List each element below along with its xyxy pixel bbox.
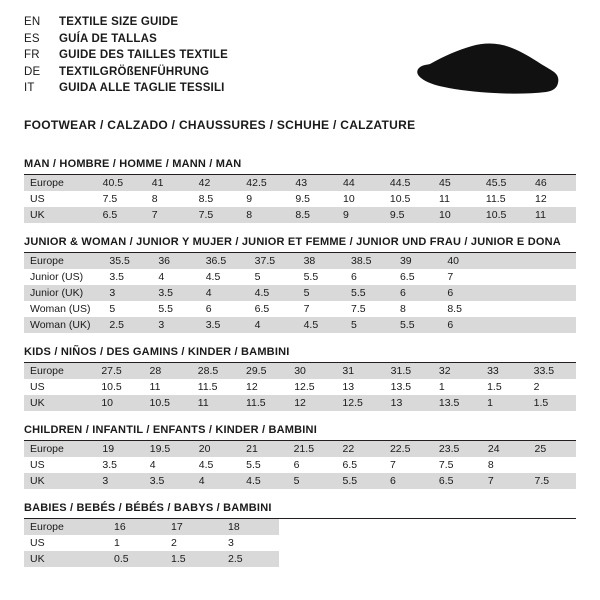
row-label: UK xyxy=(24,551,108,567)
row-label: Junior (UK) xyxy=(24,285,103,301)
cell: 30 xyxy=(288,363,336,379)
size-table xyxy=(24,253,576,333)
cell: 27.5 xyxy=(95,363,143,379)
cell xyxy=(489,253,533,269)
cell: 1.5 xyxy=(165,551,222,567)
table-row xyxy=(24,253,576,269)
row-label: US xyxy=(24,457,96,473)
cell: 45.5 xyxy=(480,175,529,191)
cell: 4 xyxy=(249,317,298,333)
cell: 5 xyxy=(345,317,394,333)
row-label: Europe xyxy=(24,441,96,457)
cell: 10.5 xyxy=(384,191,433,207)
cell: 3 xyxy=(152,317,199,333)
cell: 10.5 xyxy=(144,395,192,411)
row-label: UK xyxy=(24,395,95,411)
cell: 44 xyxy=(337,175,384,191)
cell: 7.5 xyxy=(345,301,394,317)
language-row xyxy=(24,49,228,66)
cell: 0.5 xyxy=(108,551,165,567)
table-row xyxy=(24,457,576,473)
cell: 17 xyxy=(165,519,222,535)
cell: 39 xyxy=(394,253,441,269)
cell: 6.5 xyxy=(97,207,146,223)
cell: 7 xyxy=(441,269,488,285)
cell: 21 xyxy=(240,441,287,457)
cell: 8.5 xyxy=(289,207,337,223)
row-label: US xyxy=(24,191,97,207)
table-row xyxy=(24,317,576,333)
size-table xyxy=(24,363,576,411)
cell: 5.5 xyxy=(298,269,345,285)
language-code: ES xyxy=(24,32,40,45)
table-row xyxy=(24,363,576,379)
cell: 11 xyxy=(192,395,240,411)
cell: 18 xyxy=(222,519,279,535)
cell: 13.5 xyxy=(433,395,481,411)
size-sections xyxy=(24,158,576,567)
table-row xyxy=(24,285,576,301)
cell: 8.5 xyxy=(193,191,241,207)
cell: 10.5 xyxy=(95,379,143,395)
cell: 5.5 xyxy=(394,317,441,333)
cell: 6.5 xyxy=(337,457,384,473)
cell: 11 xyxy=(144,379,192,395)
category-title: FOOTWEAR / CALZADO / CHAUSSURES / SCHUHE / CALZATURE xyxy=(24,118,416,132)
header xyxy=(24,16,576,108)
table-row xyxy=(24,551,279,567)
cell: 5.5 xyxy=(337,473,384,489)
cell: 6 xyxy=(288,457,337,473)
cell: 3 xyxy=(96,473,143,489)
cell: 6 xyxy=(441,317,488,333)
section-babies xyxy=(24,502,576,567)
cell: 6 xyxy=(200,301,249,317)
cell: 4 xyxy=(152,269,199,285)
cell xyxy=(532,253,576,269)
cell: 41 xyxy=(146,175,193,191)
cell: 4 xyxy=(193,473,240,489)
cell: 33.5 xyxy=(528,363,576,379)
cell: 11.5 xyxy=(192,379,240,395)
language-row xyxy=(24,16,228,33)
cell: 3.5 xyxy=(152,285,199,301)
section-title: JUNIOR & WOMAN / JUNIOR Y MUJER / JUNIOR ET FEMME / JUNIOR UND FRAU / JUNIOR E DONA xyxy=(24,236,576,253)
cell: 5.5 xyxy=(240,457,287,473)
language-code: EN xyxy=(24,16,41,28)
cell: 44.5 xyxy=(384,175,433,191)
cell: 7 xyxy=(482,473,529,489)
cell: 10.5 xyxy=(480,207,529,223)
cell: 6 xyxy=(345,269,394,285)
cell xyxy=(532,269,576,285)
cell: 9 xyxy=(240,191,289,207)
cell: 6.5 xyxy=(433,473,482,489)
language-row xyxy=(24,82,228,99)
cell: 11 xyxy=(529,207,576,223)
cell: 4 xyxy=(144,457,193,473)
language-code: FR xyxy=(24,49,40,61)
cell: 10 xyxy=(337,191,384,207)
section-title: BABIES / BEBÉS / BÉBÉS / BABYS / BAMBINI xyxy=(24,502,576,519)
table-row xyxy=(24,191,576,207)
cell: 7 xyxy=(146,207,193,223)
cell: 40.5 xyxy=(97,175,146,191)
cell xyxy=(532,317,576,333)
cell: 33 xyxy=(481,363,528,379)
cell: 6.5 xyxy=(249,301,298,317)
language-title: GUIDA ALLE TAGLIE TESSILI xyxy=(59,82,225,94)
cell: 12.5 xyxy=(336,395,384,411)
cell: 1 xyxy=(108,535,165,551)
cell: 2.5 xyxy=(222,551,279,567)
cell: 42.5 xyxy=(240,175,289,191)
cell xyxy=(532,285,576,301)
language-title: GUÍA DE TALLAS xyxy=(59,32,157,45)
cell xyxy=(489,317,533,333)
section-junior-woman xyxy=(24,236,576,333)
cell: 12 xyxy=(529,191,576,207)
row-label: UK xyxy=(24,207,97,223)
table-row xyxy=(24,441,576,457)
cell: 2 xyxy=(165,535,222,551)
cell: 40 xyxy=(441,253,488,269)
table-row xyxy=(24,395,576,411)
row-label: Europe xyxy=(24,175,97,191)
section-title: KIDS / NIÑOS / DES GAMINS / KINDER / BAMBINI xyxy=(24,346,576,363)
cell: 6 xyxy=(384,473,433,489)
cell: 5 xyxy=(249,269,298,285)
cell: 3.5 xyxy=(96,457,143,473)
cell: 31 xyxy=(336,363,384,379)
cell: 5.5 xyxy=(152,301,199,317)
cell: 13 xyxy=(385,395,433,411)
cell: 12 xyxy=(240,379,288,395)
cell xyxy=(489,269,533,285)
cell: 5 xyxy=(298,285,345,301)
cell: 36.5 xyxy=(200,253,249,269)
language-code: IT xyxy=(24,82,35,94)
cell: 4 xyxy=(200,285,249,301)
cell: 10 xyxy=(95,395,143,411)
cell: 38.5 xyxy=(345,253,394,269)
cell: 8.5 xyxy=(441,301,488,317)
language-title: TEXTILGRÖßENFÜHRUNG xyxy=(59,65,210,78)
cell: 12.5 xyxy=(288,379,336,395)
cell: 22 xyxy=(337,441,384,457)
cell: 8 xyxy=(146,191,193,207)
cell: 31.5 xyxy=(385,363,433,379)
cell: 10 xyxy=(433,207,480,223)
section-title: MAN / HOMBRE / HOMME / MANN / MAN xyxy=(24,158,576,175)
cell: 16 xyxy=(108,519,165,535)
cell: 5 xyxy=(288,473,337,489)
cell: 28 xyxy=(144,363,192,379)
cell: 9 xyxy=(337,207,384,223)
table-row xyxy=(24,301,576,317)
table-row xyxy=(24,379,576,395)
cell: 45 xyxy=(433,175,480,191)
cell: 24 xyxy=(482,441,529,457)
cell xyxy=(489,285,533,301)
cell: 7.5 xyxy=(529,473,576,489)
cell xyxy=(529,457,576,473)
cell: 7 xyxy=(384,457,433,473)
cell: 20 xyxy=(193,441,240,457)
cell: 38 xyxy=(298,253,345,269)
cell: 42 xyxy=(193,175,241,191)
language-title-list xyxy=(24,16,228,99)
cell xyxy=(489,301,533,317)
cell: 21.5 xyxy=(288,441,337,457)
cell: 29.5 xyxy=(240,363,288,379)
cell: 22.5 xyxy=(384,441,433,457)
size-table xyxy=(24,519,279,567)
section-kids xyxy=(24,346,576,411)
table-row xyxy=(24,207,576,223)
cell: 11 xyxy=(433,191,480,207)
cell: 9.5 xyxy=(384,207,433,223)
row-label: Europe xyxy=(24,363,95,379)
cell: 6.5 xyxy=(394,269,441,285)
cell: 7.5 xyxy=(97,191,146,207)
cell: 3 xyxy=(222,535,279,551)
cell: 7 xyxy=(298,301,345,317)
cell: 8 xyxy=(240,207,289,223)
cell: 4.5 xyxy=(240,473,287,489)
language-row xyxy=(24,33,228,50)
cell: 43 xyxy=(289,175,337,191)
cell: 36 xyxy=(152,253,199,269)
cell: 13 xyxy=(336,379,384,395)
cell: 25 xyxy=(529,441,576,457)
language-row xyxy=(24,66,228,83)
cell: 3.5 xyxy=(200,317,249,333)
table-row xyxy=(24,535,279,551)
table-row xyxy=(24,175,576,191)
row-label: Woman (US) xyxy=(24,301,103,317)
cell: 8 xyxy=(394,301,441,317)
cell: 23.5 xyxy=(433,441,482,457)
language-title: GUIDE DES TAILLES TEXTILE xyxy=(59,49,228,61)
row-label: Woman (UK) xyxy=(24,317,103,333)
cell: 3.5 xyxy=(103,269,152,285)
cell: 12 xyxy=(288,395,336,411)
size-table xyxy=(24,441,576,489)
cell: 3.5 xyxy=(144,473,193,489)
cell: 2 xyxy=(528,379,576,395)
cell: 1 xyxy=(481,395,528,411)
cell: 2.5 xyxy=(103,317,152,333)
row-label: Junior (US) xyxy=(24,269,103,285)
cell: 7.5 xyxy=(193,207,241,223)
cell: 46 xyxy=(529,175,576,191)
cell: 6 xyxy=(441,285,488,301)
cell: 7.5 xyxy=(433,457,482,473)
cell: 5 xyxy=(103,301,152,317)
cell: 1 xyxy=(433,379,481,395)
cell: 1.5 xyxy=(528,395,576,411)
cell: 35.5 xyxy=(103,253,152,269)
cell: 4.5 xyxy=(193,457,240,473)
table-row xyxy=(24,519,279,535)
table-row xyxy=(24,473,576,489)
section-children xyxy=(24,424,576,489)
row-label: US xyxy=(24,379,95,395)
size-table xyxy=(24,175,576,223)
language-title: TEXTILE SIZE GUIDE xyxy=(59,16,179,28)
section-man xyxy=(24,158,576,223)
cell: 32 xyxy=(433,363,481,379)
language-code: DE xyxy=(24,65,41,78)
cell: 1.5 xyxy=(481,379,528,395)
cell: 4.5 xyxy=(200,269,249,285)
table-row xyxy=(24,269,576,285)
cell: 28.5 xyxy=(192,363,240,379)
cell: 4.5 xyxy=(249,285,298,301)
row-label: Europe xyxy=(24,519,108,535)
cell: 11.5 xyxy=(480,191,529,207)
row-label: UK xyxy=(24,473,96,489)
dress-shoe-icon xyxy=(372,26,562,106)
section-title: CHILDREN / INFANTIL / ENFANTS / KINDER / BAMBINI xyxy=(24,424,576,441)
cell: 6 xyxy=(394,285,441,301)
cell: 19.5 xyxy=(144,441,193,457)
cell: 4.5 xyxy=(298,317,345,333)
cell: 5.5 xyxy=(345,285,394,301)
cell: 19 xyxy=(96,441,143,457)
cell: 9.5 xyxy=(289,191,337,207)
row-label: Europe xyxy=(24,253,103,269)
cell xyxy=(532,301,576,317)
cell: 37.5 xyxy=(249,253,298,269)
row-label: US xyxy=(24,535,108,551)
cell: 8 xyxy=(482,457,529,473)
cell: 11.5 xyxy=(240,395,288,411)
cell: 3 xyxy=(103,285,152,301)
cell: 13.5 xyxy=(385,379,433,395)
